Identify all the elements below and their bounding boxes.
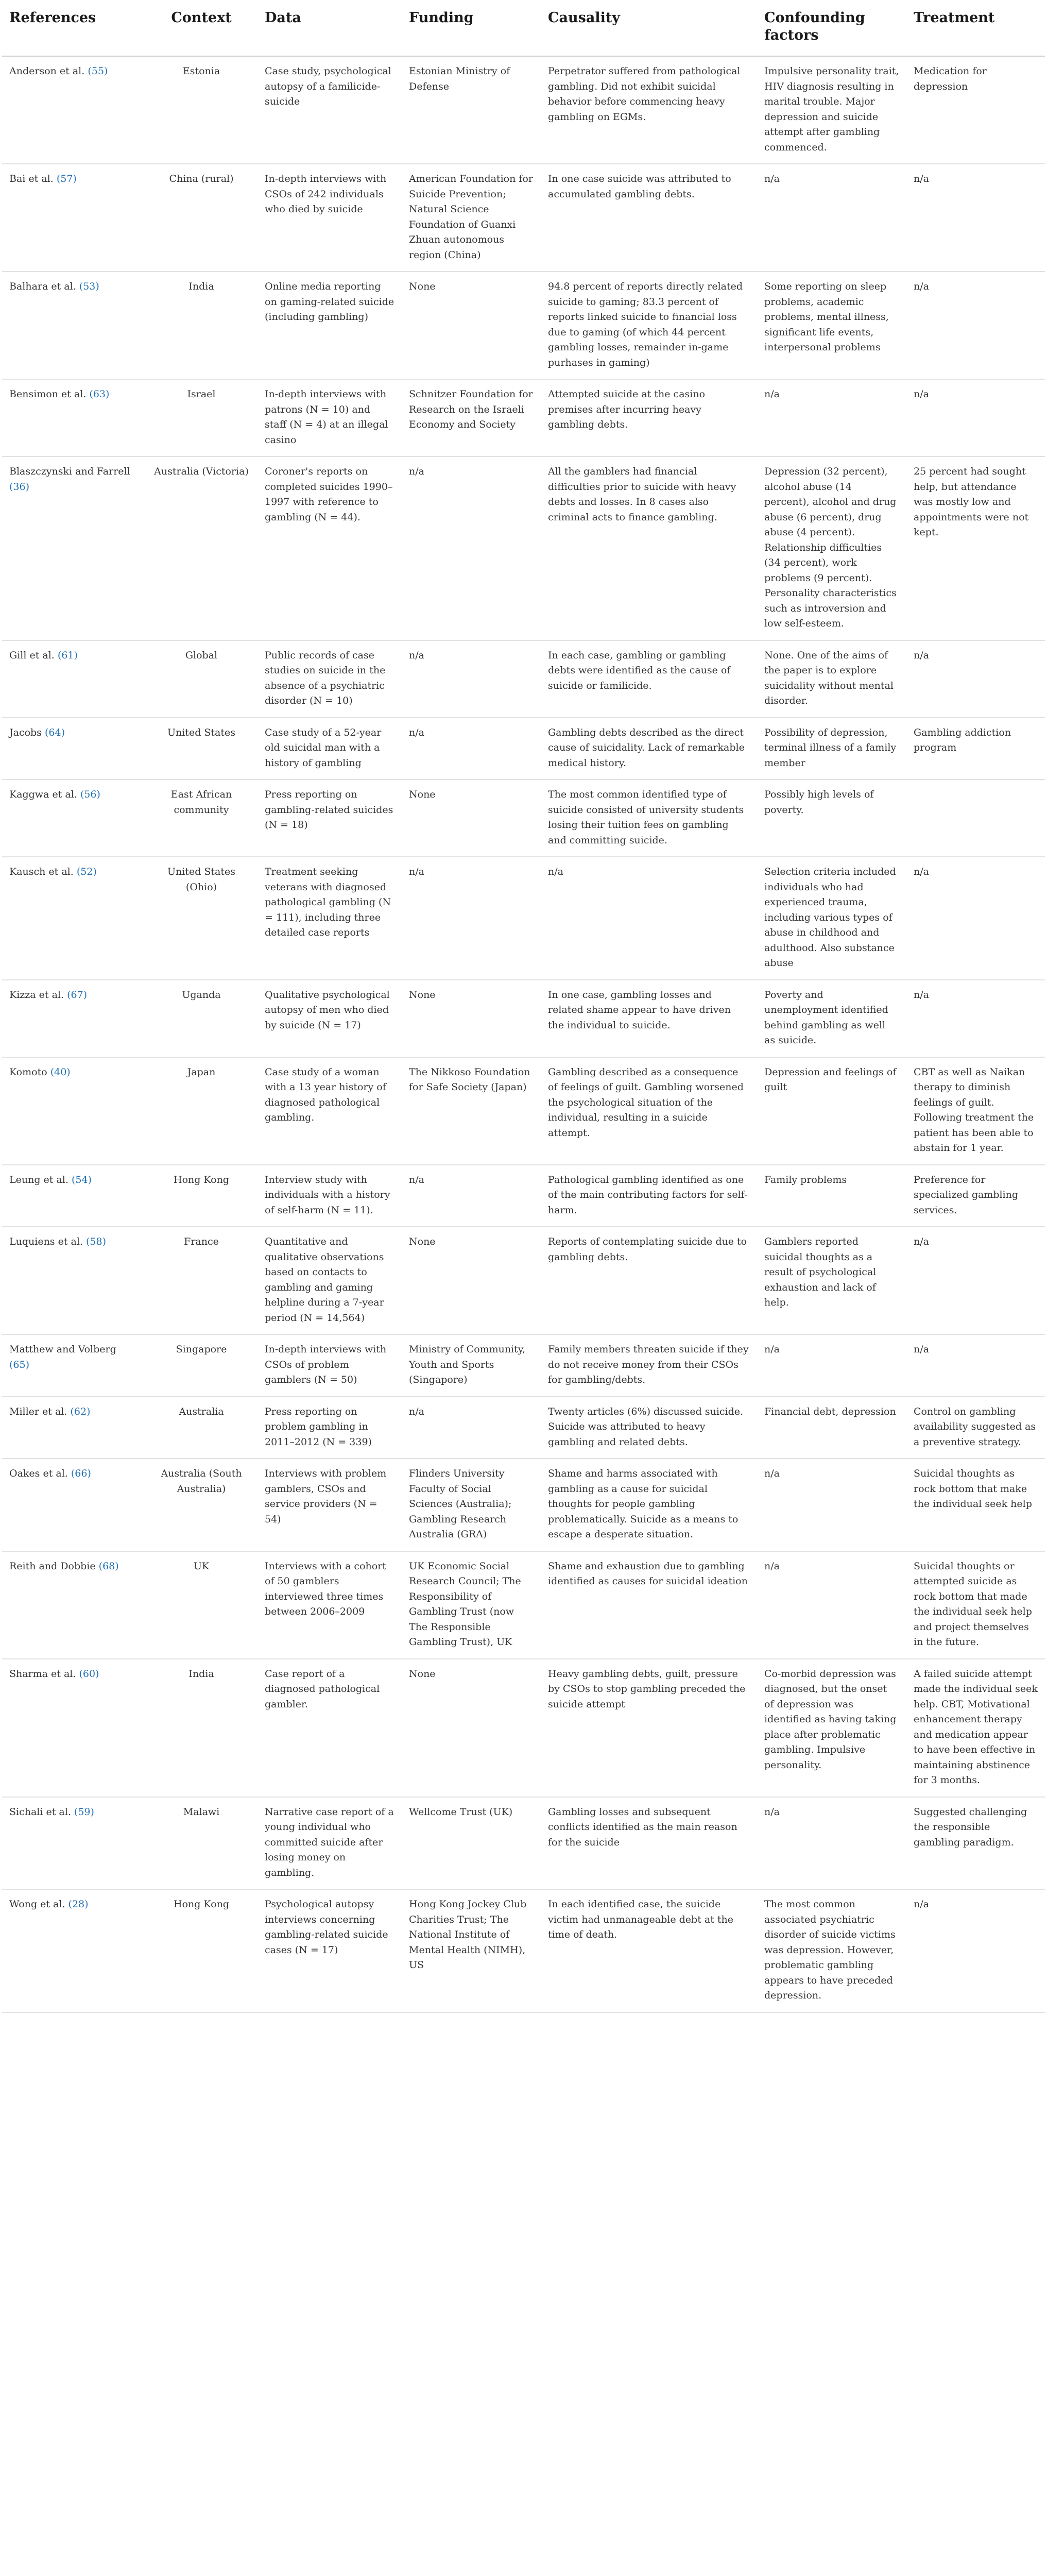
- cell-treatment: n/a: [906, 272, 1045, 379]
- cell-context: Singapore: [145, 1334, 258, 1397]
- reference-citation-link[interactable]: (55): [88, 65, 108, 77]
- reference-citation-link[interactable]: (65): [9, 1359, 30, 1370]
- table-row: [2, 456, 1045, 640]
- reference-citation-link[interactable]: (63): [89, 388, 110, 400]
- header-causality: Causality: [541, 0, 757, 56]
- reference-author: Jacobs: [9, 726, 42, 738]
- cell-confounding-factors: n/a: [757, 1551, 906, 1659]
- table-row: [2, 1659, 1045, 1797]
- cell-causality: The most common identified type of suicide consisted of university students losing their tuition fees on gambling and committing suicide.: [541, 779, 757, 857]
- cell-data: Press reporting on gambling-related suicides (N = 18): [258, 779, 402, 857]
- table-row: [2, 1797, 1045, 1890]
- cell-context: Australia (South Australia): [145, 1459, 258, 1551]
- cell-context: Australia (Victoria): [145, 456, 258, 640]
- reference-citation-link[interactable]: (58): [86, 1236, 107, 1247]
- reference-citation-link[interactable]: (54): [71, 1174, 92, 1185]
- reference-author: Sichali et al.: [9, 1806, 71, 1818]
- cell-causality: Pathological gambling identified as one of the main contributing factors for self-harm.: [541, 1165, 757, 1227]
- cell-causality: In one case suicide was attributed to accumulated gambling debts.: [541, 164, 757, 272]
- cell-reference: [2, 1334, 145, 1397]
- cell-context: United States: [145, 718, 258, 780]
- cell-treatment: Preference for specialized gambling services.: [906, 1165, 1045, 1227]
- reference-citation-link[interactable]: (28): [68, 1899, 89, 1910]
- reference-citation-link[interactable]: (66): [71, 1468, 91, 1479]
- cell-funding: Hong Kong Jockey Club Charities Trust; The National Institute of Mental Health (NIMH), US: [402, 1889, 541, 2012]
- cell-data: Case study of a 52-year old suicidal man with a history of gambling: [258, 718, 402, 780]
- cell-data: Public records of case studies on suicide in the absence of a psychiatric disorder (N = 10): [258, 640, 402, 718]
- cell-context: Uganda: [145, 980, 258, 1057]
- header-context: Context: [145, 0, 258, 56]
- reference-citation-link[interactable]: (56): [80, 789, 100, 800]
- cell-treatment: Gambling addiction program: [906, 718, 1045, 780]
- cell-treatment: n/a: [906, 1334, 1045, 1397]
- table-row: [2, 164, 1045, 272]
- cell-data: Narrative case report of a young individual who committed suicide after losing money on gambling.: [258, 1797, 402, 1890]
- cell-reference: [2, 857, 145, 980]
- cell-context: Hong Kong: [145, 1889, 258, 2012]
- cell-confounding-factors: Family problems: [757, 1165, 906, 1227]
- cell-funding: n/a: [402, 718, 541, 780]
- table-row: [2, 1334, 1045, 1397]
- cell-context: China (rural): [145, 164, 258, 272]
- table-row: [2, 980, 1045, 1057]
- cell-reference: [2, 640, 145, 718]
- cell-reference: [2, 779, 145, 857]
- cell-reference: [2, 1057, 145, 1165]
- reference-citation-link[interactable]: (57): [56, 173, 77, 184]
- cell-treatment: n/a: [906, 1227, 1045, 1334]
- cell-confounding-factors: Poverty and unemployment identified behind gambling as well as suicide.: [757, 980, 906, 1057]
- reference-citation-link[interactable]: (62): [70, 1405, 91, 1417]
- cell-treatment: n/a: [906, 164, 1045, 272]
- reference-citation-link[interactable]: (52): [76, 866, 97, 877]
- cell-causality: Gambling losses and subsequent conflicts identified as the main reason for the suicide: [541, 1797, 757, 1890]
- table-row: [2, 1165, 1045, 1227]
- reference-author: Luquiens et al.: [9, 1236, 83, 1247]
- reference-author: Reith and Dobbie: [9, 1560, 96, 1572]
- cell-causality: In each case, gambling or gambling debts were identified as the cause of suicide or familicide.: [541, 640, 757, 718]
- reference-author: Bensimon et al.: [9, 388, 87, 400]
- table-row: [2, 857, 1045, 980]
- cell-reference: [2, 56, 145, 164]
- studies-table: [2, 0, 1045, 2013]
- cell-treatment: 25 percent had sought help, but attendance was mostly low and appointments were not kept.: [906, 456, 1045, 640]
- table-row: [2, 779, 1045, 857]
- cell-treatment: Suicidal thoughts as rock bottom that make the individual seek help: [906, 1459, 1045, 1551]
- cell-reference: [2, 379, 145, 456]
- cell-confounding-factors: Possibly high levels of poverty.: [757, 779, 906, 857]
- reference-author: Kausch et al.: [9, 866, 74, 877]
- cell-causality: Perpetrator suffered from pathological gambling. Did not exhibit suicidal behavior before commencing heavy gambling on EGMs.: [548, 65, 741, 123]
- cell-confounding-factors: Gamblers reported suicidal thoughts as a result of psychological exhaustion and lack of help.: [757, 1227, 906, 1334]
- table-row: [2, 640, 1045, 718]
- cell-reference: [2, 1165, 145, 1227]
- table-row: [2, 272, 1045, 379]
- cell-context: Australia: [145, 1397, 258, 1459]
- reference-citation-link[interactable]: (53): [79, 281, 99, 292]
- cell-context: India: [145, 1659, 258, 1797]
- header-data: Data: [258, 0, 402, 56]
- cell-context: UK: [145, 1551, 258, 1659]
- cell-confounding-factors: The most common associated psychiatric disorder of suicide victims was depression. However, problematic gambling appears to have preceded depression.: [757, 1889, 906, 2012]
- table-row: [2, 1227, 1045, 1334]
- cell-funding: n/a: [402, 640, 541, 718]
- header-funding: Funding: [402, 0, 541, 56]
- header-references: References: [2, 0, 145, 56]
- cell-context: France: [145, 1227, 258, 1334]
- header-confounding-factors: Confounding factors: [757, 0, 906, 56]
- reference-author: Kaggwa et al.: [9, 789, 77, 800]
- cell-funding: American Foundation for Suicide Prevention; Natural Science Foundation of Guanxi Zhuan autonomous region (China): [402, 164, 541, 272]
- cell-causality: Shame and exhaustion due to gambling identified as causes for suicidal ideation: [541, 1551, 757, 1659]
- cell-funding: n/a: [402, 1165, 541, 1227]
- reference-citation-link[interactable]: (60): [79, 1668, 99, 1680]
- cell-reference: [2, 456, 145, 640]
- cell-reference: [2, 1889, 145, 2012]
- cell-context: Japan: [145, 1057, 258, 1165]
- table-row: [2, 379, 1045, 456]
- cell-data: Case study of a woman with a 13 year history of diagnosed pathological gambling.: [258, 1057, 402, 1165]
- cell-confounding-factors: Possibility of depression, terminal illness of a family member: [757, 718, 906, 780]
- table-row: [2, 1459, 1045, 1551]
- cell-data: Press reporting on problem gambling in 2011–2012 (N = 339): [258, 1397, 402, 1459]
- cell-funding: n/a: [402, 857, 541, 980]
- table-row: [2, 1397, 1045, 1459]
- cell-context: Estonia: [182, 65, 220, 77]
- header-treatment: Treatment: [906, 0, 1045, 56]
- cell-causality: Heavy gambling debts, guilt, pressure by CSOs to stop gambling preceded the suicide attempt: [541, 1659, 757, 1797]
- cell-causality: Gambling described as a consequence of feelings of guilt. Gambling worsened the psychological situation of the individual, resulting in a suicide attempt.: [541, 1057, 757, 1165]
- cell-data: Online media reporting on gaming-related suicide (including gambling): [258, 272, 402, 379]
- cell-data: Coroner's reports on completed suicides 1990–1997 with reference to gambling (N = 44).: [258, 456, 402, 640]
- cell-confounding-factors: Depression and feelings of guilt: [757, 1057, 906, 1165]
- table-row: [2, 1889, 1045, 2012]
- cell-causality: Reports of contemplating suicide due to gambling debts.: [541, 1227, 757, 1334]
- cell-reference: [2, 1227, 145, 1334]
- cell-causality: Attempted suicide at the casino premises after incurring heavy gambling debts.: [541, 379, 757, 456]
- cell-confounding-factors: Impulsive personality trait, HIV diagnosis resulting in marital trouble. Major depression and suicide attempt after gambling commenced.: [764, 65, 899, 153]
- cell-data: Case study, psychological autopsy of a familicide-suicide: [265, 65, 391, 107]
- cell-funding: UK Economic Social Research Council; The Responsibility of Gambling Trust (now The Responsible Gambling Trust), UK: [402, 1551, 541, 1659]
- cell-treatment: Medication for depression: [914, 65, 987, 92]
- reference-author: Wong et al.: [9, 1899, 65, 1910]
- reference-citation-link[interactable]: (64): [44, 726, 65, 738]
- cell-funding: Schnitzer Foundation for Research on the Israeli Economy and Society: [402, 379, 541, 456]
- cell-treatment: [906, 779, 1045, 857]
- reference-author: Anderson et al.: [9, 65, 85, 77]
- reference-citation-link[interactable]: (36): [9, 481, 30, 493]
- cell-funding: Wellcome Trust (UK): [402, 1797, 541, 1890]
- cell-data: Case report of a diagnosed pathological gambler.: [258, 1659, 402, 1797]
- cell-confounding-factors: Co-morbid depression was diagnosed, but the onset of depression was identified as having taking place after problematic gambling. Impulsive personality.: [757, 1659, 906, 1797]
- cell-treatment: Suicidal thoughts or attempted suicide as rock bottom that made the individual seek help and project themselves in the future.: [906, 1551, 1045, 1659]
- cell-causality: Twenty articles (6%) discussed suicide. Suicide was attributed to heavy gambling and related debts.: [541, 1397, 757, 1459]
- reference-author: Leung et al.: [9, 1174, 68, 1185]
- cell-funding: None: [402, 1659, 541, 1797]
- cell-confounding-factors: Some reporting on sleep problems, academic problems, mental illness, significant life events, interpersonal problems: [757, 272, 906, 379]
- reference-author: Blaszczynski and Farrell: [9, 466, 130, 477]
- cell-treatment: CBT as well as Naikan therapy to diminish feelings of guilt. Following treatment the patient has been able to abstain for 1 year.: [906, 1057, 1045, 1165]
- cell-confounding-factors: Financial debt, depression: [757, 1397, 906, 1459]
- cell-funding: n/a: [402, 1397, 541, 1459]
- cell-confounding-factors: Depression (32 percent), alcohol abuse (14 percent), alcohol and drug abuse (6 percent), drug abuse (4 percent). Relationship difficulties (34 percent), work problems (9 percent). Personality characteristics such as introversion and low self-esteem.: [757, 456, 906, 640]
- cell-funding: The Nikkoso Foundation for Safe Society (Japan): [402, 1057, 541, 1165]
- cell-reference: [2, 980, 145, 1057]
- cell-confounding-factors: n/a: [757, 1797, 906, 1890]
- reference-citation-link[interactable]: (61): [57, 649, 78, 661]
- cell-reference: [2, 272, 145, 379]
- cell-reference: [2, 1659, 145, 1797]
- reference-author: Balhara et al.: [9, 281, 76, 292]
- reference-citation-link[interactable]: (40): [50, 1066, 71, 1078]
- cell-treatment: n/a: [906, 857, 1045, 980]
- cell-reference: [2, 1459, 145, 1551]
- table-row: [2, 1057, 1045, 1165]
- cell-confounding-factors: Selection criteria included individuals who had experienced trauma, including various types of abuse in childhood and adulthood. Also substance abuse: [757, 857, 906, 980]
- table-header: [2, 0, 1045, 56]
- cell-confounding-factors: n/a: [757, 164, 906, 272]
- reference-author: Bai et al.: [9, 173, 54, 184]
- cell-context: East African community: [145, 779, 258, 857]
- cell-data: In-depth interviews with CSOs of 242 individuals who died by suicide: [258, 164, 402, 272]
- cell-confounding-factors: None. One of the aims of the paper is to explore suicidality without mental disorder.: [757, 640, 906, 718]
- cell-context: Israel: [145, 379, 258, 456]
- reference-author: Gill et al.: [9, 649, 55, 661]
- cell-funding: Ministry of Community, Youth and Sports (Singapore): [402, 1334, 541, 1397]
- cell-funding: n/a: [402, 456, 541, 640]
- table-body: [2, 56, 1045, 2012]
- cell-data: Quantitative and qualitative observations based on contacts to gambling and gaming helpline during a 7-year period (N = 14,564): [258, 1227, 402, 1334]
- cell-causality: All the gamblers had financial difficulties prior to suicide with heavy debts and losses. In 8 cases also criminal acts to finance gambling.: [541, 456, 757, 640]
- cell-causality: n/a: [541, 857, 757, 980]
- cell-context: United States (Ohio): [145, 857, 258, 980]
- cell-confounding-factors: n/a: [757, 379, 906, 456]
- cell-data: Interviews with a cohort of 50 gamblers interviewed three times between 2006–2009: [258, 1551, 402, 1659]
- reference-citation-link[interactable]: (67): [67, 989, 88, 1001]
- reference-author: Komoto: [9, 1066, 47, 1078]
- cell-funding: None: [402, 779, 541, 857]
- table-row: [2, 718, 1045, 780]
- cell-funding: None: [402, 272, 541, 379]
- cell-causality: In each identified case, the suicide victim had unmanageable debt at the time of death.: [541, 1889, 757, 2012]
- reference-author: Oakes et al.: [9, 1468, 68, 1479]
- cell-data: Interviews with problem gamblers, CSOs and service providers (N = 54): [258, 1459, 402, 1551]
- reference-citation-link[interactable]: (68): [98, 1560, 119, 1572]
- cell-funding: Estonian Ministry of Defense: [409, 65, 510, 92]
- cell-treatment: Suggested challenging the responsible gambling paradigm.: [906, 1797, 1045, 1890]
- cell-treatment: n/a: [906, 640, 1045, 718]
- cell-reference: [2, 1797, 145, 1890]
- cell-funding: None: [402, 980, 541, 1057]
- table-row: [2, 56, 1045, 164]
- cell-causality: 94.8 percent of reports directly related suicide to gaming; 83.3 percent of reports linked suicide to financial loss due to gaming (of which 44 percent gambling losses, remainder in-game purhases in gaming): [541, 272, 757, 379]
- cell-causality: Shame and harms associated with gambling as a cause for suicidal thoughts for people gambling problematically. Suicide as a means to escape a desperate situation.: [541, 1459, 757, 1551]
- cell-treatment: n/a: [906, 980, 1045, 1057]
- cell-funding: None: [402, 1227, 541, 1334]
- cell-treatment: Control on gambling availability suggested as a preventive strategy.: [906, 1397, 1045, 1459]
- cell-funding: Flinders University Faculty of Social Sciences (Australia); Gambling Research Australia (GRA): [402, 1459, 541, 1551]
- reference-author: Matthew and Volberg: [9, 1344, 116, 1355]
- cell-confounding-factors: n/a: [757, 1459, 906, 1551]
- cell-context: Malawi: [145, 1797, 258, 1890]
- cell-context: Hong Kong: [145, 1165, 258, 1227]
- cell-reference: [2, 1397, 145, 1459]
- cell-treatment: A failed suicide attempt made the individual seek help. CBT, Motivational enhancement therapy and medication appear to have been effective in maintaining abstinence for 3 months.: [906, 1659, 1045, 1797]
- cell-causality: In one case, gambling losses and related shame appear to have driven the individual to suicide.: [541, 980, 757, 1057]
- cell-context: Global: [145, 640, 258, 718]
- table-row: [2, 1551, 1045, 1659]
- cell-data: Treatment seeking veterans with diagnosed pathological gambling (N = 111), including three detailed case reports: [258, 857, 402, 980]
- reference-author: Miller et al.: [9, 1405, 67, 1417]
- cell-reference: [2, 718, 145, 780]
- cell-data: Psychological autopsy interviews concerning gambling-related suicide cases (N = 17): [258, 1889, 402, 2012]
- cell-causality: Gambling debts described as the direct cause of suicidality. Lack of remarkable medical history.: [541, 718, 757, 780]
- cell-data: In-depth interviews with patrons (N = 10) and staff (N = 4) at an illegal casino: [258, 379, 402, 456]
- cell-data: Interview study with individuals with a history of self-harm (N = 11).: [258, 1165, 402, 1227]
- reference-author: Sharma et al.: [9, 1668, 76, 1680]
- cell-reference: [2, 1551, 145, 1659]
- cell-context: India: [145, 272, 258, 379]
- cell-reference: [2, 164, 145, 272]
- cell-confounding-factors: n/a: [757, 1334, 906, 1397]
- reference-citation-link[interactable]: (59): [74, 1806, 94, 1818]
- cell-data: Qualitative psychological autopsy of men who died by suicide (N = 17): [258, 980, 402, 1057]
- cell-data: In-depth interviews with CSOs of problem gamblers (N = 50): [258, 1334, 402, 1397]
- cell-treatment: n/a: [906, 379, 1045, 456]
- cell-treatment: n/a: [906, 1889, 1045, 2012]
- reference-author: Kizza et al.: [9, 989, 64, 1001]
- cell-causality: Family members threaten suicide if they do not receive money from their CSOs for gambling/debts.: [541, 1334, 757, 1397]
- header-row: [2, 0, 1045, 56]
